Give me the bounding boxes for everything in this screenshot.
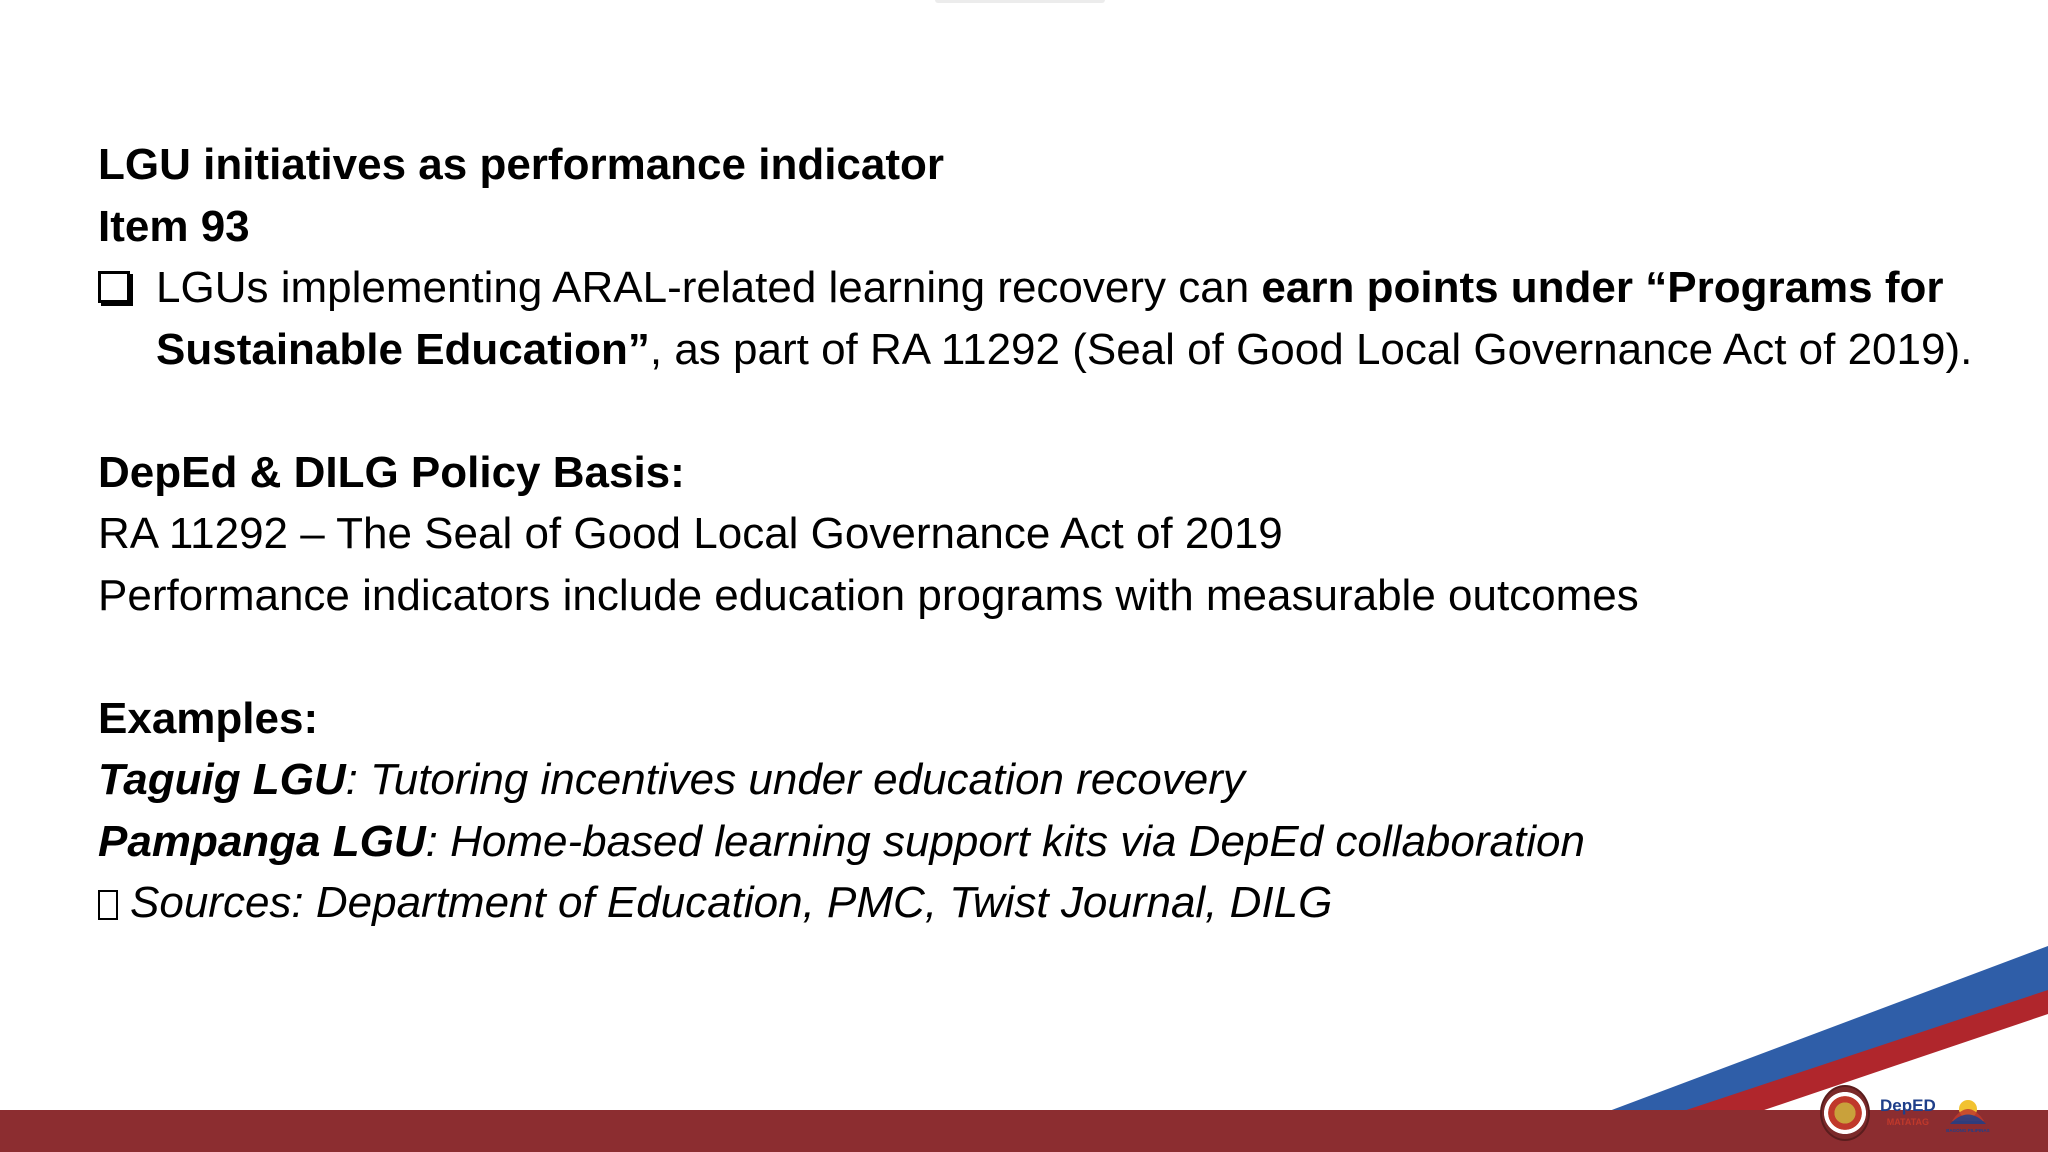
item-number: Item 93 — [98, 201, 250, 251]
bagong-pilipinas-sun-icon — [1946, 1091, 1990, 1127]
policy-line-2: Performance indicators include education programs with measurable outcomes — [98, 570, 1639, 620]
sources-text: Sources: Department of Education, PMC, Twist Journal, DILG — [130, 878, 1333, 927]
example-description: : Home-based learning support kits via DepEd collaboration — [425, 816, 1585, 866]
example-description: : Tutoring incentives under education recovery — [345, 755, 1245, 804]
bullet-text-bold: earn points under “Programs for Sustainable Education” — [156, 263, 1944, 374]
bagong-pilipinas-text: BAGONG PILIPINAS — [1946, 1128, 1990, 1133]
bullet-text-pre: LGUs implementing ARAL-related learning recovery can — [156, 263, 1262, 312]
example-lgu-name: Taguig LGU — [98, 755, 346, 804]
bottom-bar — [0, 1110, 2048, 1152]
deped-logo-text: DepED — [1880, 1096, 1936, 1115]
examples-heading: Examples: — [98, 693, 319, 743]
school-seal-icon — [1820, 1085, 1870, 1141]
footer-logos — [1820, 1084, 1990, 1142]
slide-heading: LGU initiatives as performance indicator — [98, 140, 945, 189]
policy-heading: DepEd & DILG Policy Basis: — [98, 447, 685, 497]
bagong-pilipinas-logo-icon — [1946, 1091, 1990, 1135]
bullet-text-post: , as part of RA 11292 (Seal of Good Local Governance Act of 2019). — [649, 324, 1973, 374]
policy-line-1: RA 11292 – The Seal of Good Local Governance Act of 2019 — [98, 509, 1283, 558]
matatag-text: MATATAG — [1886, 1117, 1930, 1127]
example-lgu-name: Pampanga LGU — [98, 816, 426, 866]
deped-matatag-logo-icon — [1880, 1097, 1936, 1129]
